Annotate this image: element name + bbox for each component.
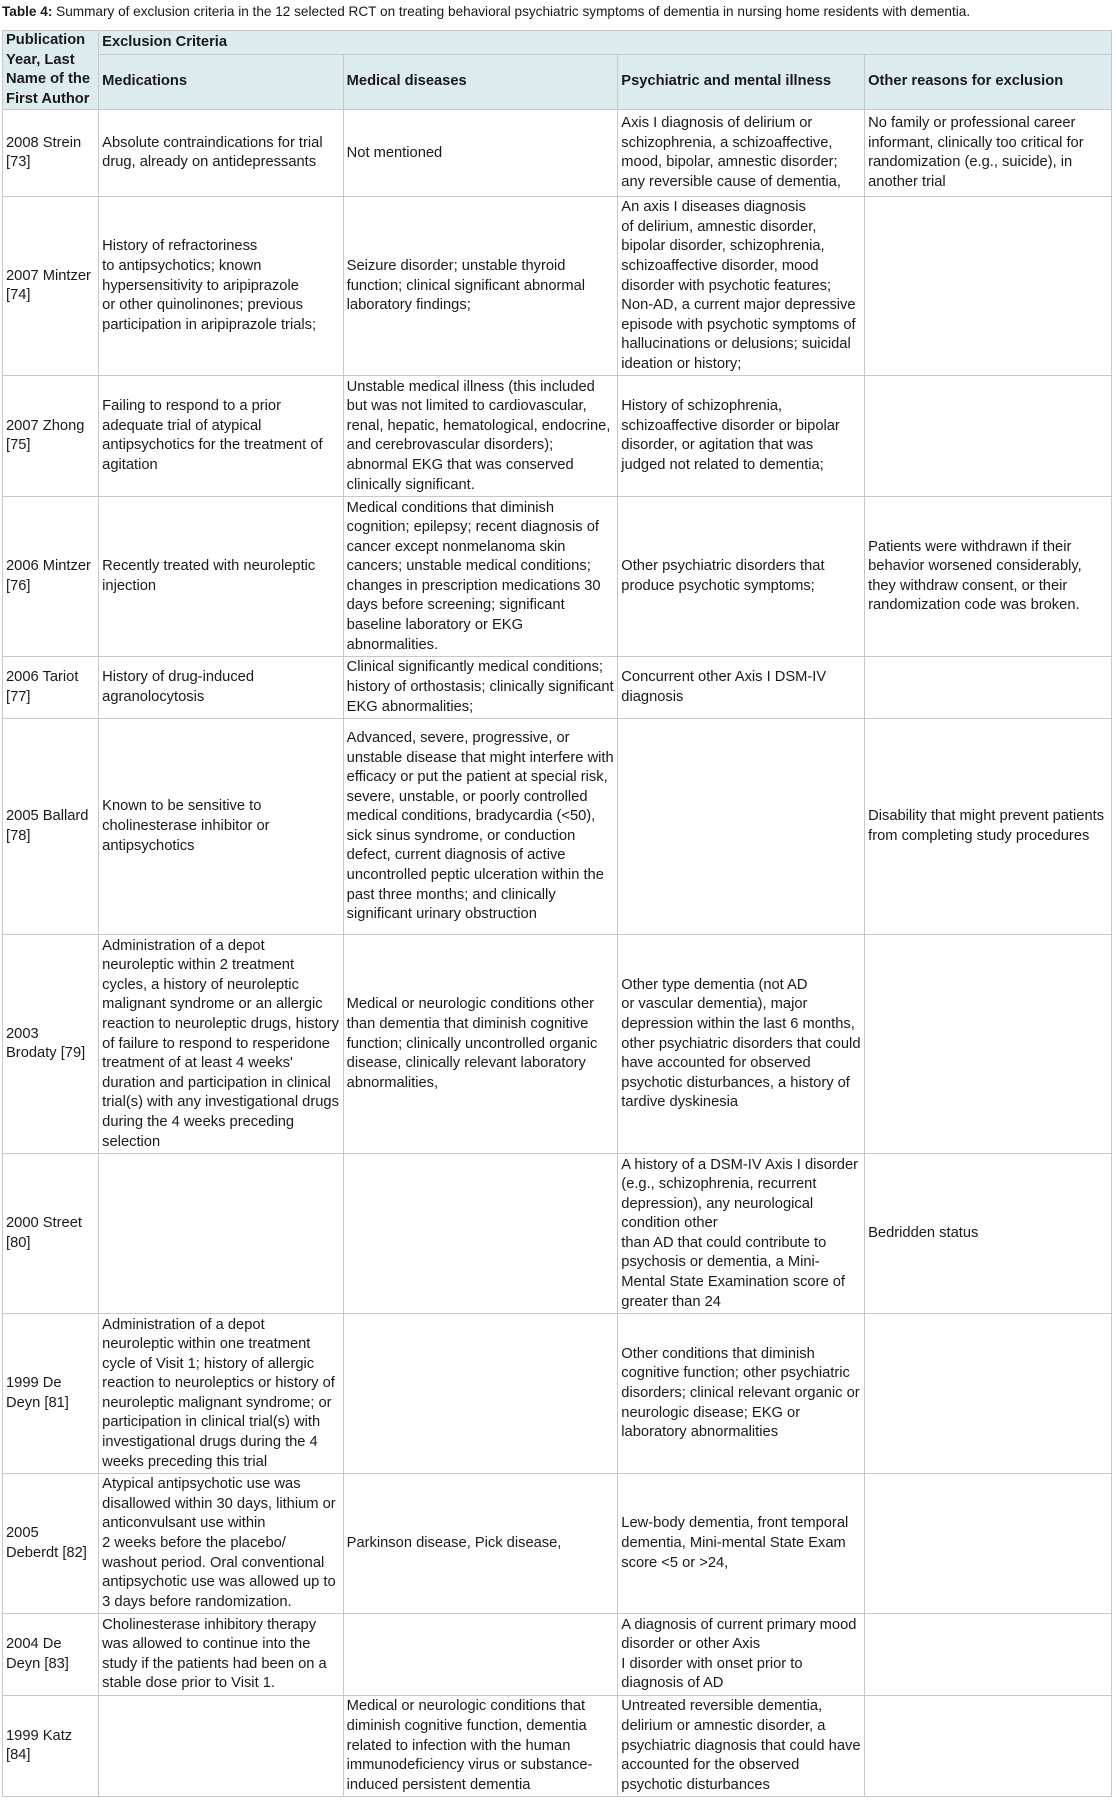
table-caption <box>2 2 1114 22</box>
study-cell: 2005 Deberdt [82] <box>3 1474 99 1614</box>
medications-cell: Recently treated with neuroleptic injection <box>99 497 344 657</box>
study-cell: 2007 Zhong [75] <box>3 376 99 497</box>
psychiatric-cell: Other psychiatric disorders that produce psychotic symptoms; <box>618 497 865 657</box>
other-cell <box>865 1696 1112 1797</box>
header-other-reasons: Other reasons for exclusion <box>865 55 1112 110</box>
psychiatric-cell: History of schizophrenia, schizoaffective disorder or bipolar disorder, or agitation that was judged not related to dementia; <box>618 376 865 497</box>
study-cell: 1999 Katz [84] <box>3 1696 99 1797</box>
other-cell: No family or professional career informant, clinically too critical for randomization (e.g., suicide), in another trial <box>865 110 1112 197</box>
medications-cell: Absolute contraindications for trial drug, already on antidepressants <box>99 110 344 197</box>
medications-cell: Administration of a depot neuroleptic within one treatment cycle of Visit 1; history of allergic reaction to neuroleptics or history of neuroleptic malignant syndrome; or participation in clinical trial(s) with investigational drugs during the 4 weeks preceding this trial <box>99 1314 344 1474</box>
other-cell <box>865 1474 1112 1614</box>
study-cell: 2008 Strein [73] <box>3 110 99 197</box>
psychiatric-cell: Other type dementia (not AD or vascular dementia), major depression within the last 6 months, other psychiatric disorders that could have accounted for observed psychotic disturbances, a history of tardive dyskinesia <box>618 935 865 1154</box>
header-study: Publication Year, Last Name of the First Author <box>3 31 99 110</box>
medical-cell: Medical or neurologic conditions that diminish cognitive function, dementia related to infection with the human immunodeficiency virus or substance-induced persistent dementia <box>343 1696 618 1797</box>
psychiatric-cell: Axis I diagnosis of delirium or schizophrenia, a schizoaffective, mood, bipolar, amnestic disorder; any reversible cause of dementia, <box>618 110 865 197</box>
study-cell: 2006 Tariot [77] <box>3 657 99 719</box>
medications-cell: Known to be sensitive to cholinesterase inhibitor or antipsychotics <box>99 719 344 935</box>
other-cell <box>865 1314 1112 1474</box>
medications-cell: History of refractoriness to antipsychotics; known hypersensitivity to aripiprazole or other quinolinones; previous participation in aripiprazole trials; <box>99 197 344 376</box>
medical-cell: Medical conditions that diminish cognition; epilepsy; recent diagnosis of cancer except nonmelanoma skin cancers; unstable medical conditions; changes in prescription medications 30 days before screening; significant baseline laboratory or EKG abnormalities. <box>343 497 618 657</box>
psychiatric-cell: Concurrent other Axis I DSM-IV diagnosis <box>618 657 865 719</box>
table-row <box>3 719 1112 935</box>
study-cell: 2005 Ballard [78] <box>3 719 99 935</box>
table-row <box>3 1314 1112 1474</box>
table-row <box>3 1154 1112 1314</box>
caption-text: Summary of exclusion criteria in the 12 selected RCT on treating behavioral psychiatric symptoms of dementia in nursing home residents with dementia. <box>52 4 971 19</box>
medical-cell: Medical or neurologic conditions other than dementia that diminish cognitive function; clinically uncontrolled organic disease, clinically relevant laboratory abnormalities, <box>343 935 618 1154</box>
medical-cell: Parkinson disease, Pick disease, <box>343 1474 618 1614</box>
other-cell: Disability that might prevent patients from completing study procedures <box>865 719 1112 935</box>
medical-cell: Unstable medical illness (this included but was not limited to cardiovascular, renal, hepatic, hematological, endocrine, and cerebrovascular disorders); abnormal EKG that was conserved clinically significant. <box>343 376 618 497</box>
psychiatric-cell: Lew-body dementia, front temporal dementia, Mini-mental State Exam score <5 or >24, <box>618 1474 865 1614</box>
table-row <box>3 376 1112 497</box>
psychiatric-cell: A history of a DSM-IV Axis I disorder (e.g., schizophrenia, recurrent depression), any neurological condition other than AD that could contribute to psychosis or dementia, a Mini-Mental State Examination score of greater than 24 <box>618 1154 865 1314</box>
header-exclusion-criteria: Exclusion Criteria <box>99 31 1112 55</box>
psychiatric-cell: Untreated reversible dementia, delirium or amnestic disorder, a psychiatric diagnosis that could have accounted for the observed psychotic disturbances <box>618 1696 865 1797</box>
header-psychiatric: Psychiatric and mental illness <box>618 55 865 110</box>
medications-cell: History of drug-induced agranolocytosis <box>99 657 344 719</box>
medical-cell: Not mentioned <box>343 110 618 197</box>
other-cell <box>865 935 1112 1154</box>
medical-cell <box>343 1614 618 1696</box>
medications-cell <box>99 1154 344 1314</box>
other-cell: Bedridden status <box>865 1154 1112 1314</box>
medications-cell: Administration of a depot neuroleptic within 2 treatment cycles, a history of neuroleptic malignant syndrome or an allergic reaction to neuroleptic drugs, history of failure to respond to resperidone treatment of at least 4 weeks' duration and participation in clinical trial(s) with any investigational drugs during the 4 weeks preceding selection <box>99 935 344 1154</box>
table-row <box>3 497 1112 657</box>
medical-cell: Seizure disorder; unstable thyroid function; clinical significant abnormal laboratory findings; <box>343 197 618 376</box>
table-row <box>3 1696 1112 1797</box>
study-cell: 2007 Mintzer [74] <box>3 197 99 376</box>
other-cell <box>865 197 1112 376</box>
study-cell: 2000 Street [80] <box>3 1154 99 1314</box>
study-cell: 2004 De Deyn [83] <box>3 1614 99 1696</box>
table-row <box>3 657 1112 719</box>
psychiatric-cell <box>618 719 865 935</box>
psychiatric-cell: Other conditions that diminish cognitive function; other psychiatric disorders; clinical relevant organic or neurologic disease; EKG or laboratory abnormalities <box>618 1314 865 1474</box>
exclusion-criteria-table <box>2 30 1112 1797</box>
other-cell: Patients were withdrawn if their behavior worsened considerably, they withdraw consent, or their randomization code was broken. <box>865 497 1112 657</box>
medications-cell <box>99 1696 344 1797</box>
study-cell: 1999 De Deyn [81] <box>3 1314 99 1474</box>
other-cell <box>865 657 1112 719</box>
psychiatric-cell: A diagnosis of current primary mood disorder or other Axis I disorder with onset prior to diagnosis of AD <box>618 1614 865 1696</box>
table-row <box>3 197 1112 376</box>
table-row <box>3 935 1112 1154</box>
medications-cell: Atypical antipsychotic use was disallowed within 30 days, lithium or anticonvulsant use within 2 weeks before the placebo/ washout period. Oral conventional antipsychotic use was allowed up to 3 days before randomization. <box>99 1474 344 1614</box>
table-row <box>3 1614 1112 1696</box>
psychiatric-cell: An axis I diseases diagnosis of delirium, amnestic disorder, bipolar disorder, schizophrenia, schizoaffective disorder, mood disorder with psychotic features; Non-AD, a current major depressive episode with psychotic symptoms of hallucinations or delusions; suicidal ideation or history; <box>618 197 865 376</box>
study-cell: 2006 Mintzer [76] <box>3 497 99 657</box>
medical-cell: Clinical significantly medical conditions; history of orthostasis; clinically significant EKG abnormalities; <box>343 657 618 719</box>
medical-cell: Advanced, severe, progressive, or unstable disease that might interfere with efficacy or put the patient at special risk, severe, unstable, or poorly controlled medical conditions, bradycardia (<50), sick sinus syndrome, or conduction defect, current diagnosis of active uncontrolled peptic ulceration within the past three months; and clinically significant urinary obstruction <box>343 719 618 935</box>
table-row <box>3 110 1112 197</box>
header-medical-diseases: Medical diseases <box>343 55 618 110</box>
medications-cell: Failing to respond to a prior adequate trial of atypical antipsychotics for the treatment of agitation <box>99 376 344 497</box>
study-cell: 2003 Brodaty [79] <box>3 935 99 1154</box>
medications-cell: Cholinesterase inhibitory therapy was allowed to continue into the study if the patients had been on a stable dose prior to Visit 1. <box>99 1614 344 1696</box>
medical-cell <box>343 1154 618 1314</box>
other-cell <box>865 1614 1112 1696</box>
table-row <box>3 1474 1112 1614</box>
header-medications: Medications <box>99 55 344 110</box>
caption-label: Table 4: <box>2 4 53 19</box>
other-cell <box>865 376 1112 497</box>
medical-cell <box>343 1314 618 1474</box>
